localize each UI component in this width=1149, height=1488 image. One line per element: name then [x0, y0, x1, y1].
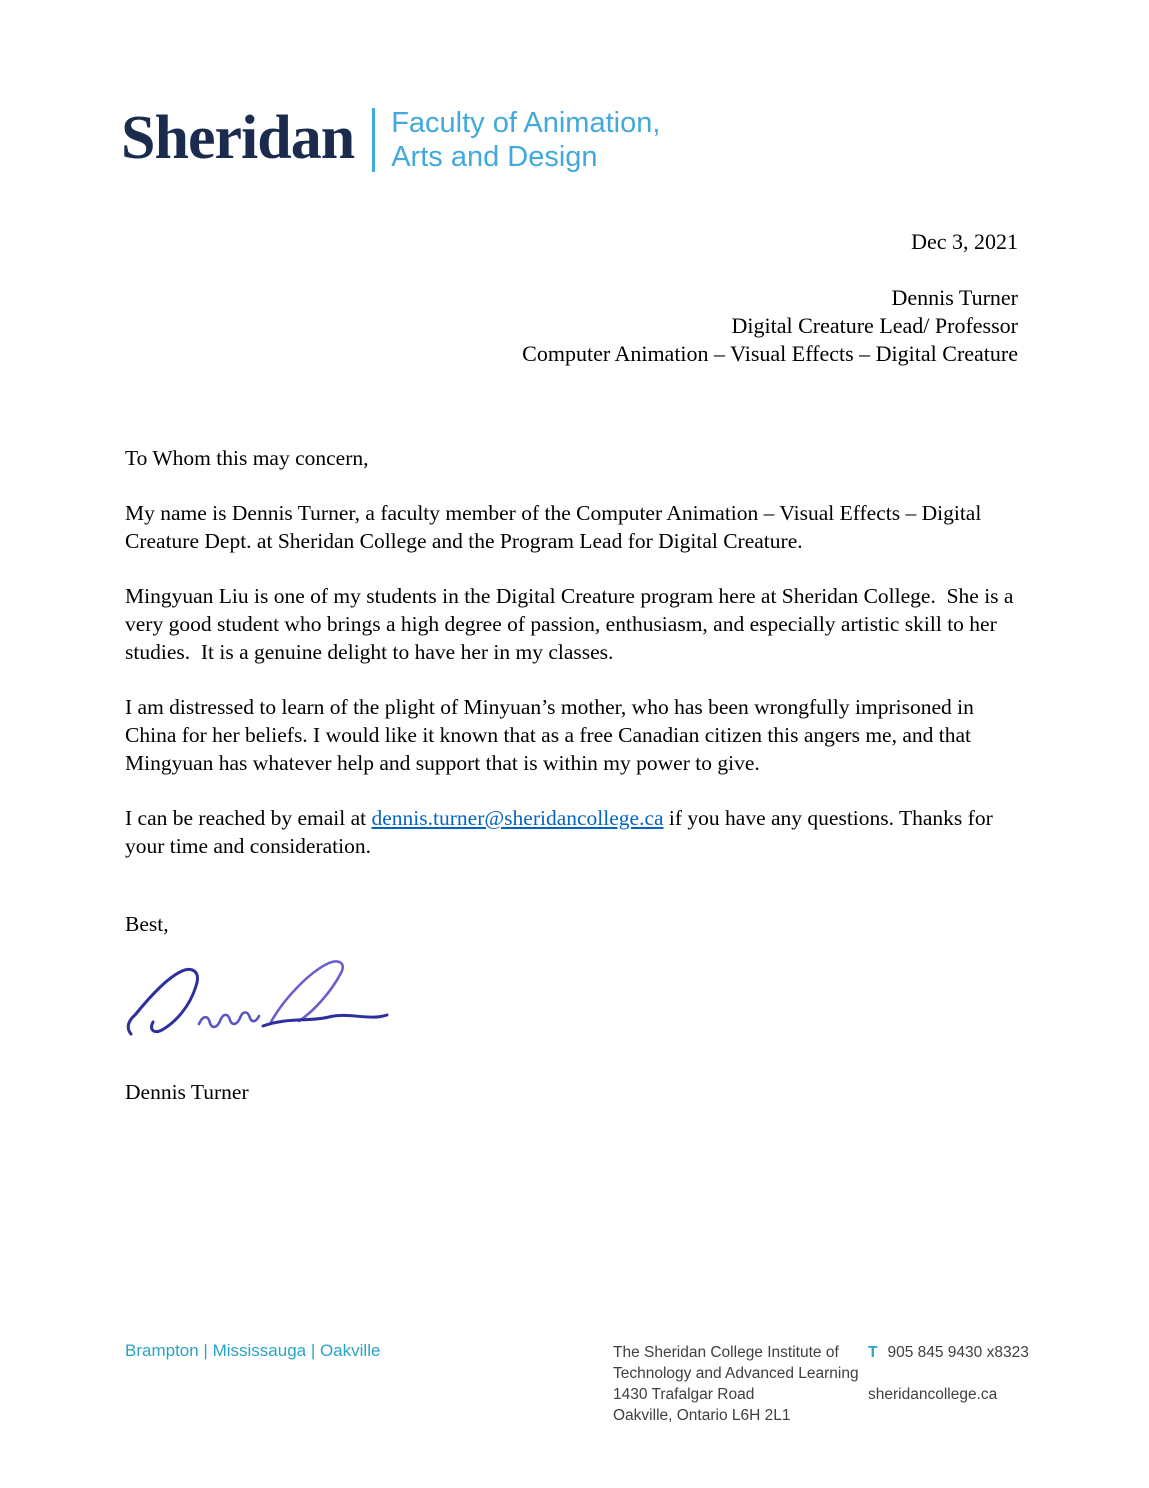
sender-block — [522, 284, 1018, 368]
sender-title: Digital Creature Lead/ Professor — [731, 313, 1018, 338]
faculty-line-1: Faculty of Animation, — [391, 107, 661, 139]
contact-text-before: I can be reached by email at — [125, 806, 372, 830]
institute-line: The Sheridan College Institute of — [613, 1344, 839, 1361]
body-paragraph: I am distressed to learn of the plight of Minyuan’s mother, who has been wrongfully imprisoned in China for her beliefs. I would like it known that as a free Canadian citizen this angers me, and that Mingyuan has whatever help and support that is within my power to give. — [125, 695, 980, 775]
letter-body — [125, 444, 1020, 1106]
institute-line: 1430 Trafalgar Road — [613, 1386, 755, 1403]
signature-image — [125, 958, 395, 1046]
sender-name: Dennis Turner — [891, 285, 1018, 310]
salutation: To Whom this may concern, — [125, 446, 369, 470]
contact-paragraph — [125, 804, 1020, 860]
footer-website: sheridancollege.ca — [868, 1386, 998, 1403]
contact-text-after: if you have any questions. Thanks for your time and consideration. — [125, 806, 999, 858]
signature-name: Dennis Turner — [125, 1080, 249, 1104]
email-link[interactable]: dennis.turner@sheridancollege.ca — [371, 806, 664, 830]
logo-divider — [372, 108, 375, 172]
footer-campuses: Brampton | Mississauga | Oakville — [125, 1341, 381, 1360]
closing: Best, — [125, 912, 169, 936]
signature-wrap — [125, 958, 1020, 1050]
institute-line: Oakville, Ontario L6H 2L1 — [613, 1407, 791, 1424]
phone-number: 905 845 9430 x8323 — [887, 1344, 1029, 1361]
footer-institute — [613, 1342, 859, 1426]
sheridan-wordmark: Sheridan — [121, 104, 355, 172]
phone-label: T — [868, 1344, 878, 1361]
footer-phone — [868, 1342, 1029, 1363]
letter-date: Dec 3, 2021 — [911, 229, 1018, 254]
body-paragraph: My name is Dennis Turner, a faculty member of the Computer Animation – Visual Effects – Digital Creature Dept. at Sheridan College and the Program Lead for Digital Creature. — [125, 501, 987, 553]
sender-department: Computer Animation – Visual Effects – Digital Creature — [522, 341, 1018, 366]
body-paragraph: Mingyuan Liu is one of my students in the Digital Creature program here at Sheridan College. She is a very good student who brings a high degree of passion, enthusiasm, and especially artistic skill to her studies. It is a genuine delight to have her in my classes. — [125, 584, 1019, 664]
faculty-line-2: Arts and Design — [391, 141, 598, 173]
sheridan-logo — [121, 100, 660, 176]
footer-contact — [868, 1342, 1029, 1405]
faculty-name — [391, 106, 660, 174]
institute-line: Technology and Advanced Learning — [613, 1365, 859, 1382]
